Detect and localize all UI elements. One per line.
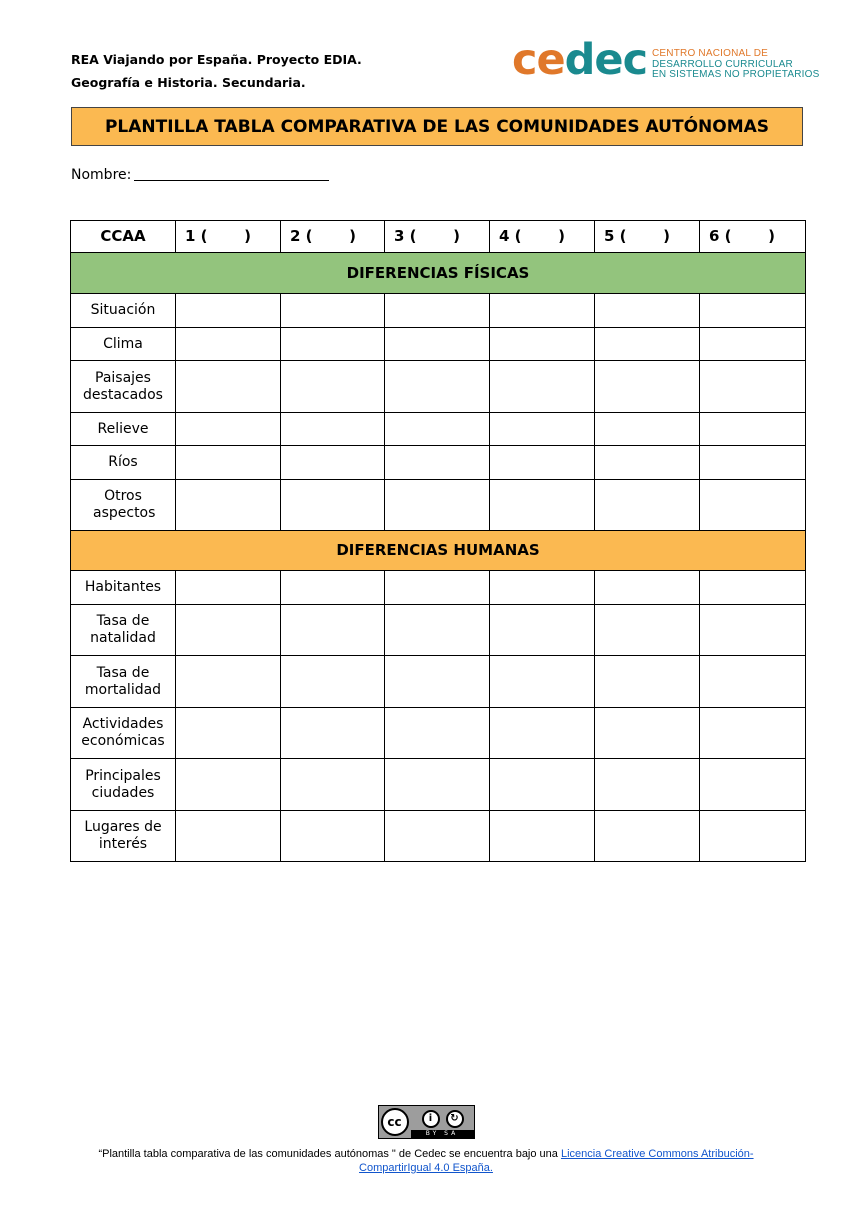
table-cell[interactable] xyxy=(176,446,281,480)
header-line-1: REA Viajando por España. Proyecto EDIA. xyxy=(71,52,362,67)
table-cell[interactable] xyxy=(490,413,595,446)
row-label: Actividades económicas xyxy=(71,708,176,759)
table-row xyxy=(71,656,806,708)
logo-sub-1: CENTRO NACIONAL DE xyxy=(652,48,769,59)
table-cell[interactable] xyxy=(281,328,385,361)
section-row-physical xyxy=(71,253,806,294)
document-header xyxy=(71,48,362,94)
name-field xyxy=(71,166,329,183)
table-cell[interactable] xyxy=(490,328,595,361)
logo-wordmark xyxy=(512,36,647,84)
table-cell[interactable] xyxy=(176,708,281,759)
table-cell[interactable] xyxy=(700,480,806,531)
cc-by-sa-badge[interactable] xyxy=(378,1105,475,1139)
row-label: Habitantes xyxy=(71,571,176,605)
header-line-2: Geografía e Historia. Secundaria. xyxy=(71,75,306,90)
table-cell[interactable] xyxy=(490,361,595,413)
table-cell[interactable] xyxy=(176,656,281,708)
column-header: 6 ( ) xyxy=(700,221,806,253)
table-header-row xyxy=(71,221,806,253)
table-cell[interactable] xyxy=(176,811,281,862)
section-header-physical: DIFERENCIAS FÍSICAS xyxy=(71,253,806,294)
table-cell[interactable] xyxy=(385,811,490,862)
table-cell[interactable] xyxy=(595,571,700,605)
license-text-block xyxy=(0,1147,852,1175)
table-cell[interactable] xyxy=(176,759,281,811)
table-cell[interactable] xyxy=(281,480,385,531)
table-cell[interactable] xyxy=(281,811,385,862)
license-link[interactable]: Licencia Creative Commons Atribución- xyxy=(560,1148,754,1160)
table-row xyxy=(71,480,806,531)
table-cell[interactable] xyxy=(490,811,595,862)
table-cell[interactable] xyxy=(595,759,700,811)
badge-by-label: BY xyxy=(425,1130,440,1137)
table-cell[interactable] xyxy=(490,446,595,480)
table-cell[interactable] xyxy=(176,605,281,656)
table-cell[interactable] xyxy=(176,413,281,446)
license-text: “Plantilla tabla comparativa de las comunidades autónomas " de Cedec se encuentra bajo una xyxy=(98,1148,558,1160)
table-cell[interactable] xyxy=(595,294,700,328)
table-cell[interactable] xyxy=(385,446,490,480)
table-cell[interactable] xyxy=(281,656,385,708)
row-label: Otros aspectos xyxy=(71,480,176,531)
table-cell[interactable] xyxy=(700,759,806,811)
table-row xyxy=(71,605,806,656)
table-cell[interactable] xyxy=(700,656,806,708)
table-cell[interactable] xyxy=(700,571,806,605)
table-cell[interactable] xyxy=(385,413,490,446)
name-label: Nombre: xyxy=(71,167,132,183)
table-cell[interactable] xyxy=(700,294,806,328)
row-label: Lugares de interés xyxy=(71,811,176,862)
corner-cell: CCAA xyxy=(71,221,176,253)
table-cell[interactable] xyxy=(281,708,385,759)
table-cell[interactable] xyxy=(700,708,806,759)
column-header: 3 ( ) xyxy=(385,221,490,253)
table-cell[interactable] xyxy=(176,480,281,531)
badge-sa-label: SA xyxy=(444,1130,459,1137)
row-label: Tasa de mortalidad xyxy=(71,656,176,708)
table-cell[interactable] xyxy=(281,759,385,811)
page-title: PLANTILLA TABLA COMPARATIVA DE LAS COMUNIDADES AUTÓNOMAS xyxy=(71,107,803,146)
row-label: Ríos xyxy=(71,446,176,480)
table-cell[interactable] xyxy=(490,571,595,605)
table-cell[interactable] xyxy=(490,605,595,656)
table-cell[interactable] xyxy=(176,328,281,361)
table-cell[interactable] xyxy=(595,605,700,656)
name-blank-line[interactable] xyxy=(134,166,329,181)
table-cell[interactable] xyxy=(281,446,385,480)
table-row xyxy=(71,759,806,811)
table-cell[interactable] xyxy=(490,294,595,328)
table-cell[interactable] xyxy=(700,361,806,413)
table-cell[interactable] xyxy=(595,656,700,708)
table-cell[interactable] xyxy=(385,571,490,605)
table-cell[interactable] xyxy=(385,328,490,361)
table-cell[interactable] xyxy=(490,656,595,708)
table-cell[interactable] xyxy=(176,571,281,605)
section-row-human xyxy=(71,531,806,571)
logo-sub-2: DESARROLLO CURRICULAR xyxy=(652,58,793,70)
table-cell[interactable] xyxy=(385,656,490,708)
cc-icon: cc xyxy=(381,1108,409,1136)
table-row xyxy=(71,413,806,446)
table-cell[interactable] xyxy=(490,480,595,531)
column-header: 5 ( ) xyxy=(595,221,700,253)
table-row xyxy=(71,328,806,361)
table-cell[interactable] xyxy=(595,446,700,480)
section-header-human: DIFERENCIAS HUMANAS xyxy=(71,531,806,571)
table-cell[interactable] xyxy=(595,811,700,862)
table-row xyxy=(71,361,806,413)
logo-sub-3: EN SISTEMAS NO PROPIETARIOS xyxy=(652,69,820,80)
table-cell[interactable] xyxy=(385,480,490,531)
table-row xyxy=(71,446,806,480)
table-cell[interactable] xyxy=(281,294,385,328)
table-row xyxy=(71,708,806,759)
table-cell[interactable] xyxy=(176,294,281,328)
comparison-table xyxy=(70,220,806,862)
table-cell[interactable] xyxy=(385,708,490,759)
table-cell[interactable] xyxy=(385,361,490,413)
table-cell[interactable] xyxy=(595,361,700,413)
column-header: 1 ( ) xyxy=(176,221,281,253)
table-cell[interactable] xyxy=(385,605,490,656)
row-label: Paisajes destacados xyxy=(71,361,176,413)
column-header: 4 ( ) xyxy=(490,221,595,253)
attribution-icon: i xyxy=(422,1110,440,1128)
logo-word-dec: dec xyxy=(564,35,648,85)
license-footer xyxy=(0,1105,852,1175)
logo-subtitle xyxy=(652,49,819,81)
table-cell[interactable] xyxy=(595,413,700,446)
column-header: 2 ( ) xyxy=(281,221,385,253)
table-cell[interactable] xyxy=(700,811,806,862)
share-alike-icon: ↻ xyxy=(446,1110,464,1128)
row-label: Relieve xyxy=(71,413,176,446)
table-cell[interactable] xyxy=(176,361,281,413)
row-label: Situación xyxy=(71,294,176,328)
table-cell[interactable] xyxy=(490,708,595,759)
table-cell[interactable] xyxy=(281,413,385,446)
logo-word-ce: ce xyxy=(512,35,565,85)
row-label: Tasa de natalidad xyxy=(71,605,176,656)
table-cell[interactable] xyxy=(281,571,385,605)
table-row xyxy=(71,811,806,862)
table-cell[interactable] xyxy=(281,361,385,413)
table-cell[interactable] xyxy=(490,759,595,811)
table-cell[interactable] xyxy=(595,708,700,759)
row-label: Principales ciudades xyxy=(71,759,176,811)
table-row xyxy=(71,571,806,605)
table-cell[interactable] xyxy=(385,759,490,811)
table-cell[interactable] xyxy=(700,605,806,656)
table-cell[interactable] xyxy=(385,294,490,328)
table-row xyxy=(71,294,806,328)
table-cell[interactable] xyxy=(700,328,806,361)
table-cell[interactable] xyxy=(700,413,806,446)
table-cell[interactable] xyxy=(700,446,806,480)
license-link-continued[interactable]: CompartirIgual 4.0 España. xyxy=(359,1162,493,1174)
badge-strip xyxy=(411,1130,474,1138)
row-label: Clima xyxy=(71,328,176,361)
table-cell[interactable] xyxy=(595,328,700,361)
table-cell[interactable] xyxy=(281,605,385,656)
table-cell[interactable] xyxy=(595,480,700,531)
